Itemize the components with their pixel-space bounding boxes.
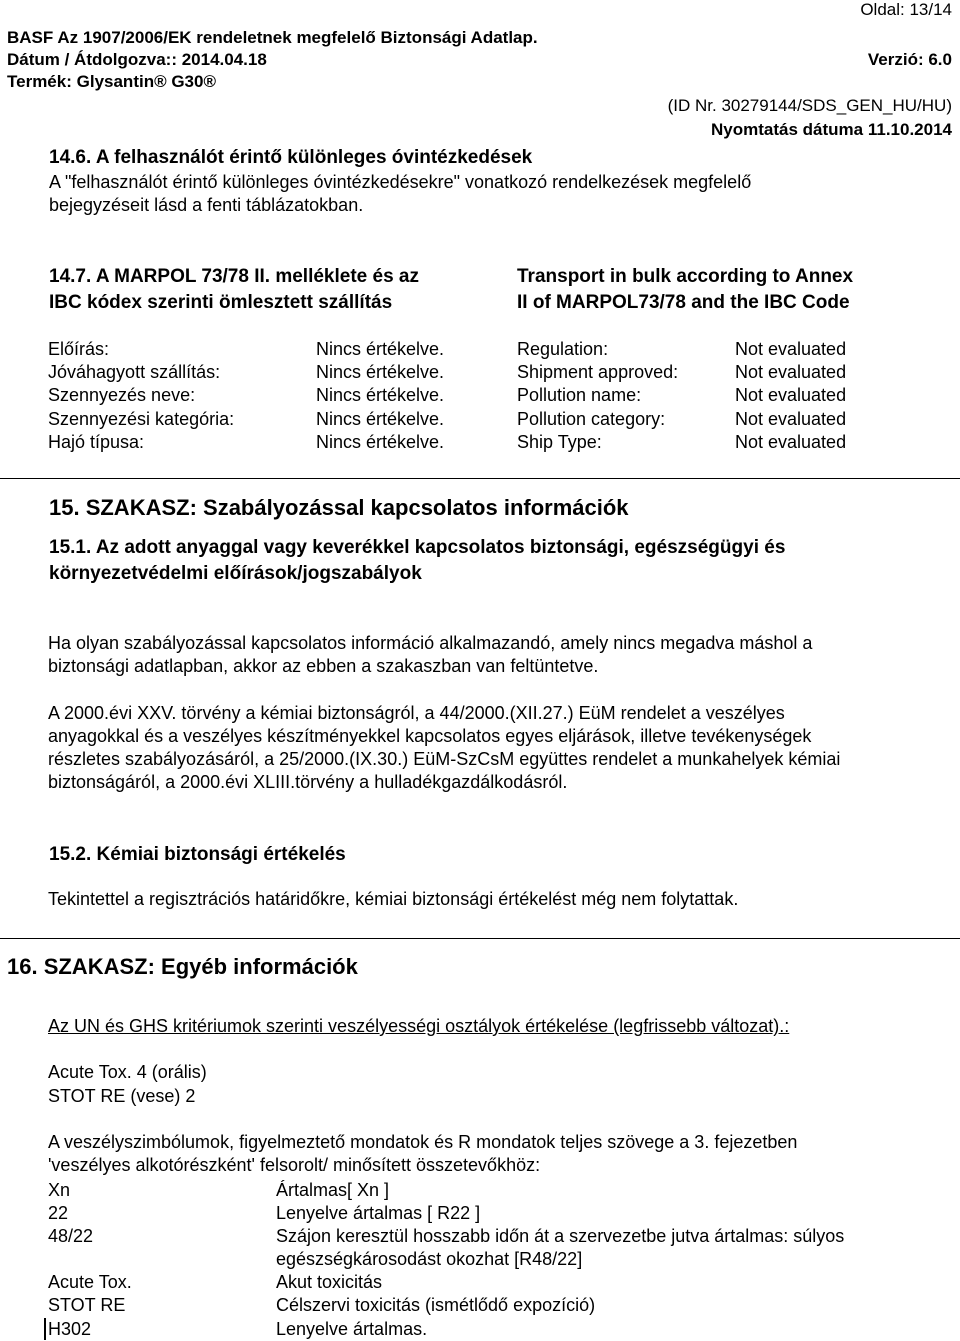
table-cell-en-value: Not evaluated [735, 385, 847, 405]
list-item-code: STOT RE [48, 1295, 126, 1315]
section-16-heading: 16. SZAKASZ: Egyéb információk [7, 954, 358, 979]
section-15-1-heading-1: 15.1. Az adott anyaggal vagy keverékkel kapcsolatos biztonsági, egészségügyi és [49, 537, 786, 558]
table-cell-en-value: Not evaluated [735, 432, 847, 452]
table-cell-hu-label: Szennyezés neve: [48, 385, 196, 405]
table-cell-hu-value: Nincs értékelve. [316, 432, 445, 452]
table-cell-en-value: Not evaluated [735, 409, 847, 429]
list-item-code: H302 [48, 1319, 92, 1339]
section-divider [0, 938, 960, 939]
section-15-para-1: Ha olyan szabályozással kapcsolatos információ alkalmazandó, amely nincs megadva máshol a [48, 633, 813, 653]
section-15-para-2-cont: részletes szabályozásáról, a 25/2000.(IX.30.) EüM-SzCsM együttes rendelet a munkahelyek kémiai [48, 749, 841, 769]
list-item-text-cont: egészségkárosodást okozhat [R48/22] [276, 1249, 583, 1269]
section-14-6-text-1: A "felhasználót érintő különleges óvintézkedésekre" vonatkozó rendelkezések megfelelő [49, 172, 752, 192]
table-cell-en-value: Not evaluated [735, 362, 847, 382]
table-cell-en-label: Shipment approved: [517, 362, 679, 382]
section-14-7-heading-hu-1: 14.7. A MARPOL 73/78 II. melléklete és az [49, 266, 419, 287]
table-cell-hu-label: Szennyezési kategória: [48, 409, 235, 429]
list-item-text: Akut toxicitás [276, 1272, 383, 1292]
section-14-7-heading-en-1: Transport in bulk according to Annex [517, 266, 854, 287]
section-15-para-2-cont: biztonságáról, a 2000.évi XLIII.törvény a hulladékgazdálkodásról. [48, 772, 568, 792]
list-item-text: Lenyelve ártalmas [ R22 ] [276, 1203, 481, 1223]
table-cell-hu-value: Nincs értékelve. [316, 339, 445, 359]
section-15-2-text: Tekintettel a regisztrációs határidőkre, kémiai biztonsági értékelést még nem folytattak. [48, 889, 739, 909]
section-14-7-heading-hu-2: IBC kódex szerinti ömlesztett szállítás [49, 292, 393, 313]
document-id: (ID Nr. 30279144/SDS_GEN_HU/HU) [667, 96, 952, 115]
table-cell-hu-value: Nincs értékelve. [316, 409, 445, 429]
section-14-6-text-2: bejegyzéseit lásd a fenti táblázatokban. [49, 195, 364, 215]
list-item-text: Célszervi toxicitás (ismétlődő expozíció) [276, 1295, 596, 1315]
list-item-code: Xn [48, 1180, 71, 1200]
section-15-heading: 15. SZAKASZ: Szabályozással kapcsolatos információk [49, 495, 629, 520]
section-15-1-heading-2: környezetvédelmi előírások/jogszabályok [49, 563, 422, 584]
table-cell-hu-label: Előírás: [48, 339, 110, 359]
table-cell-hu-value: Nincs értékelve. [316, 385, 445, 405]
table-cell-en-value: Not evaluated [735, 339, 847, 359]
section-15-para-2-cont: anyagokkal és a veszélyes készítményekkel kapcsolatos egyes eljárások, illetve tevékenységek [48, 726, 812, 746]
table-cell-hu-value: Nincs értékelve. [316, 362, 445, 382]
product-line [7, 72, 216, 92]
section-divider [0, 478, 960, 479]
hazard-class: STOT RE (vese) 2 [48, 1086, 196, 1106]
list-item-text: Lenyelve ártalmas. [276, 1319, 428, 1339]
table-cell-en-label: Pollution category: [517, 409, 666, 429]
version: Verzió: 6.0 [867, 50, 952, 69]
document-title: BASF Az 1907/2006/EK rendeletnek megfelelő Biztonsági Adatlap. [7, 28, 538, 47]
table-cell-hu-label: Jóváhagyott szállítás: [48, 362, 221, 382]
full-text-intro: A veszélyszimbólumok, figyelmeztető mondatok és R mondatok teljes szövege a 3. fejezetben [48, 1132, 798, 1152]
un-ghs-criteria-heading: Az UN és GHS kritériumok szerinti veszélyességi osztályok értékelése (legfrissebb változat).: [48, 1016, 790, 1036]
section-14-7-heading-en-2: II of MARPOL73/78 and the IBC Code [517, 292, 850, 313]
product-label: Termék: [7, 72, 72, 91]
print-date: Nyomtatás dátuma 11.10.2014 [711, 120, 952, 139]
table-cell-en-label: Ship Type: [517, 432, 602, 452]
table-cell-en-label: Regulation: [517, 339, 609, 359]
full-text-intro-cont: 'veszélyes alkotórészként' felsorolt/ minősített összetevőkhöz: [48, 1155, 541, 1175]
section-15-para-1-cont: biztonsági adatlapban, akkor az ebben a szakaszban van feltüntetve. [48, 656, 599, 676]
list-item-code: Acute Tox. [48, 1272, 132, 1292]
section-14-6-heading: 14.6. A felhasználót érintő különleges óvintézkedések [49, 147, 533, 168]
revision-date: Dátum / Átdolgozva:: 2014.04.18 [7, 50, 267, 69]
product-name: Glysantin® G30® [76, 72, 216, 91]
section-15-2-heading: 15.2. Kémiai biztonsági értékelés [49, 844, 346, 865]
table-cell-en-label: Pollution name: [517, 385, 642, 405]
section-15-para-2: A 2000.évi XXV. törvény a kémiai biztonságról, a 44/2000.(XII.27.) EüM rendelet a veszélyes [48, 703, 785, 723]
list-item-text: Ártalmas[ Xn ] [276, 1180, 390, 1200]
page-number: Oldal: 13/14 [860, 0, 952, 19]
table-cell-hu-label: Hajó típusa: [48, 432, 145, 452]
hazard-class: Acute Tox. 4 (orális) [48, 1062, 207, 1082]
list-item-code: 22 [48, 1203, 69, 1223]
list-item-code: 48/22 [48, 1226, 94, 1246]
list-item-text: Szájon keresztül hosszabb időn át a szervezetbe jutva ártalmas: súlyos [276, 1226, 845, 1246]
text-cursor [44, 1318, 46, 1340]
